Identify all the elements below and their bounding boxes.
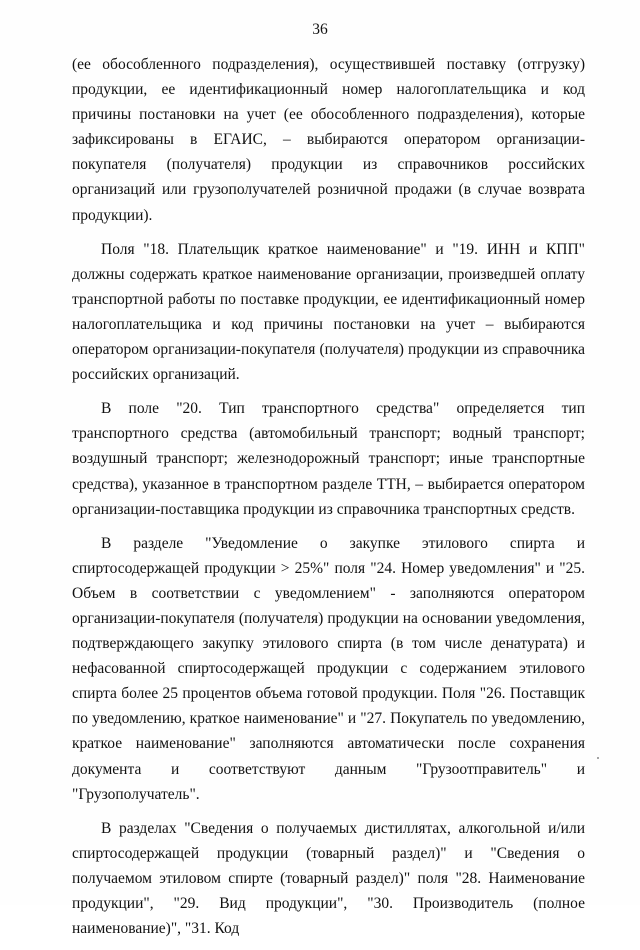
page-number: 36 bbox=[312, 21, 328, 38]
paragraph-goods-sections: В разделах "Сведения о получаемых дистиллятах, алкогольной и/или спиртосодержащей продукции (товарный раздел)" и "Сведения о получаемом этиловом спирте (товарный раздел)" поля "28. Наименование продукции", "29. Вид продукции", "30. Производитель (полное наименование)", "31. Код bbox=[72, 819, 585, 938]
paragraph-continuation: (ее обособленного подразделения), осуществившей поставку (отгрузку) продукции, ее идентификационный номер налогоплательщика и код причины постановки на учет (ее обособленного подразделения), которые зафиксированы в ЕГАИС, – выбираются оператором организации-покупателя (получателя) продукции из справочников российских организаций или грузополучателей розничной продажи (в случае возврата продукции). bbox=[72, 56, 585, 224]
paragraph-notification-section: В разделе "Уведомление о закупке этилового спирта и спиртосодержащей продукции > 25%" поля "24. Номер уведомления" и "25. Объем в соответствии с уведомлением" - заполняются оператором организации-покупателя (получателя) продукции на основании уведомления, подтверждающего закупку этилового спирта (в том числе денатурата) и нефасованной спиртосодержащей продукции с содержанием этилового спирта более 25 процентов объема готовой продукции. Поля "26. Поставщик по уведомлению, краткое наименование" и "27. Покупатель по уведомлению, краткое наименование" заполняются автоматически после сохранения документа и соответствуют данным "Грузоотправитель" и "Грузополучатель". bbox=[72, 534, 585, 803]
scan-speck bbox=[597, 757, 599, 759]
paragraph-field-20: В поле "20. Тип транспортного средства" определяется тип транспортного средства (автомобильный транспорт; водный транспорт; воздушный транспорт; железнодорожный транспорт; иные транспортные средства), указанное в транспортном разделе ТТН, – выбирается оператором организации-поставщика продукции из справочника транспортных средств. bbox=[72, 400, 585, 518]
body-text bbox=[72, 52, 585, 950]
paragraph-fields-18-19: Поля "18. Плательщик краткое наименование" и "19. ИНН и КПП" должны содержать краткое наименование организации, произведшей оплату транспортной работы по поставке продукции, ее идентификационный номер налогоплательщика и код причины постановки на учет – выбираются оператором организации-покупателя (получателя) продукции из справочника российских организаций. bbox=[72, 240, 585, 384]
